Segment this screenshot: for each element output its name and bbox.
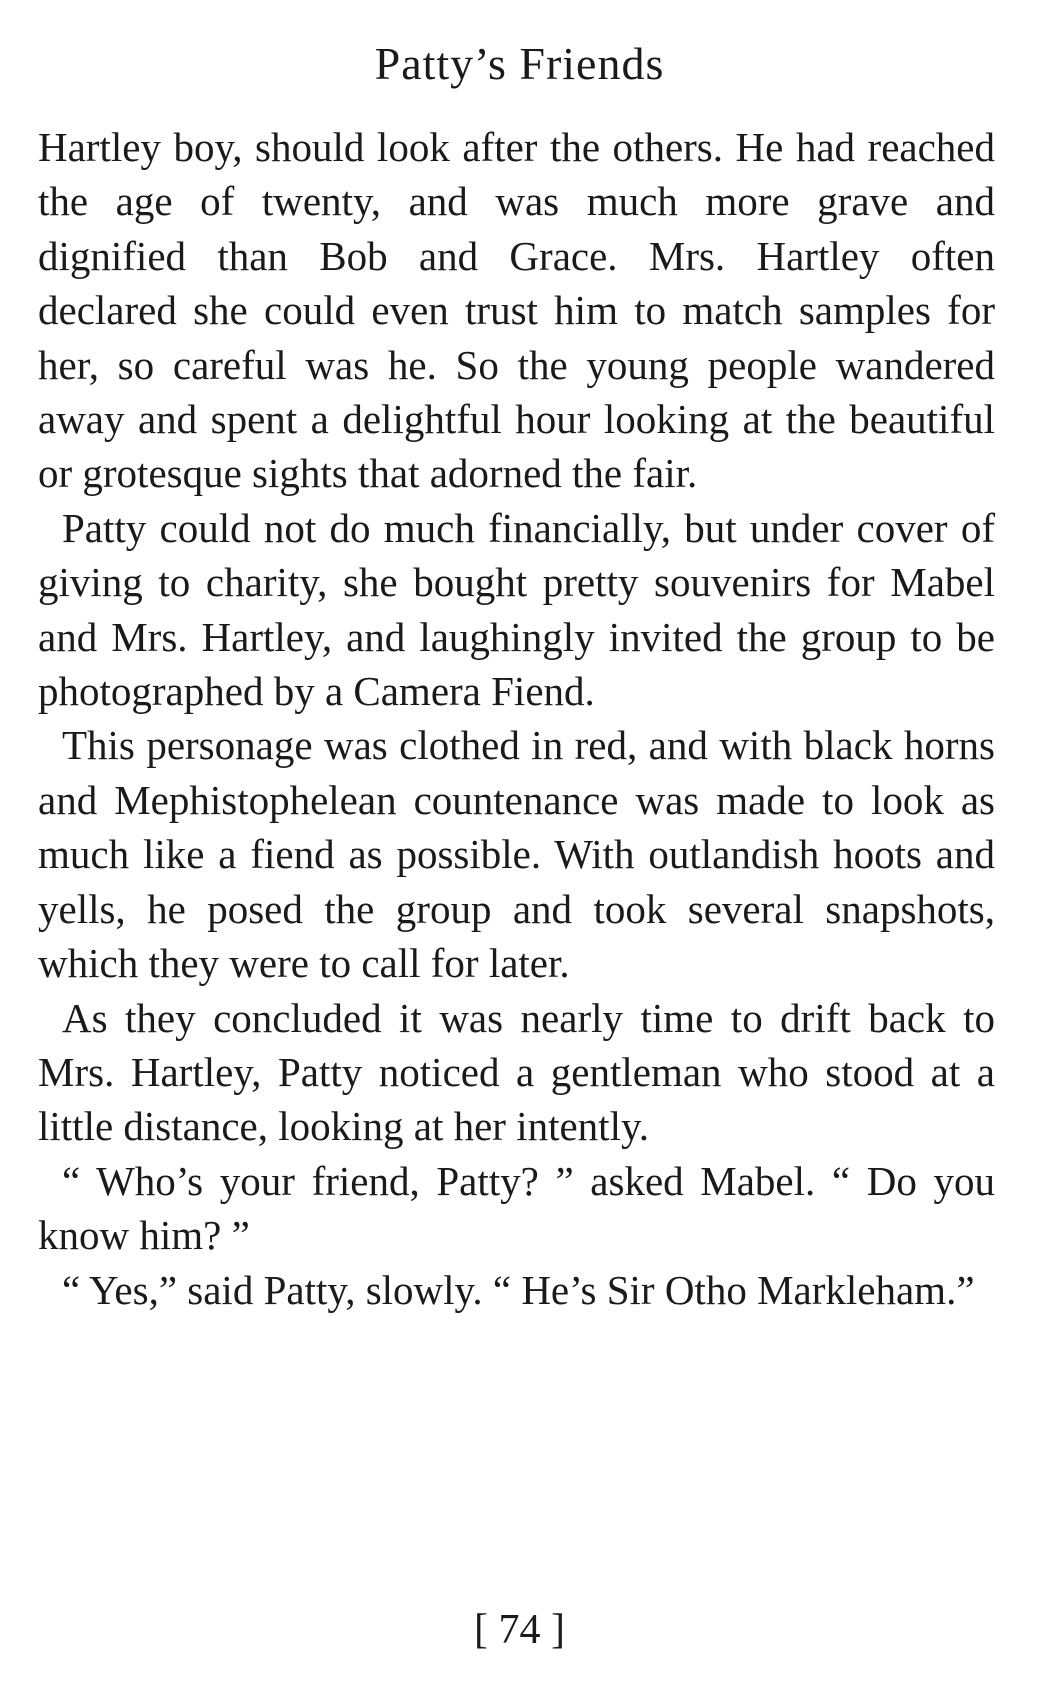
- paragraph-dialogue: “ Who’s your friend, Patty? ” asked Mabel. “ Do you know him? ”: [38, 1157, 995, 1259]
- page-number: [ 74 ]: [474, 1607, 565, 1653]
- paragraph: This personage was clothed in red, and with black horns and Mephistophelean countenance was made to look as much like a fiend as possible. With outlandish hoots and yells, he posed the group and took several snapshots, which they were to call for later.: [38, 722, 995, 987]
- paragraph-dialogue: “ Yes,” said Patty, slowly. “ He’s Sir Otho Markleham.”: [62, 1266, 975, 1313]
- body-text: [38, 120, 995, 1317]
- running-head: Patty’s Friends: [374, 38, 665, 89]
- paragraph: As they concluded it was nearly time to drift back to Mrs. Hartley, Patty noticed a gentleman who stood at a little distance, looking at her intently.: [38, 994, 995, 1150]
- paragraph: Patty could not do much financially, but under cover of giving to charity, she bought pretty souvenirs for Mabel and Mrs. Hartley, and laughingly invited the group to be photographed by a Camera Fiend.: [38, 504, 995, 715]
- paragraph: Hartley boy, should look after the others. He had reached the age of twenty, and was much more grave and dignified than Bob and Grace. Mrs. Hartley often declared she could even trust him to match samples for her, so careful was he. So the young people wandered away and spent a delightful hour looking at the beautiful or grotesque sights that adorned the fair.: [38, 124, 995, 497]
